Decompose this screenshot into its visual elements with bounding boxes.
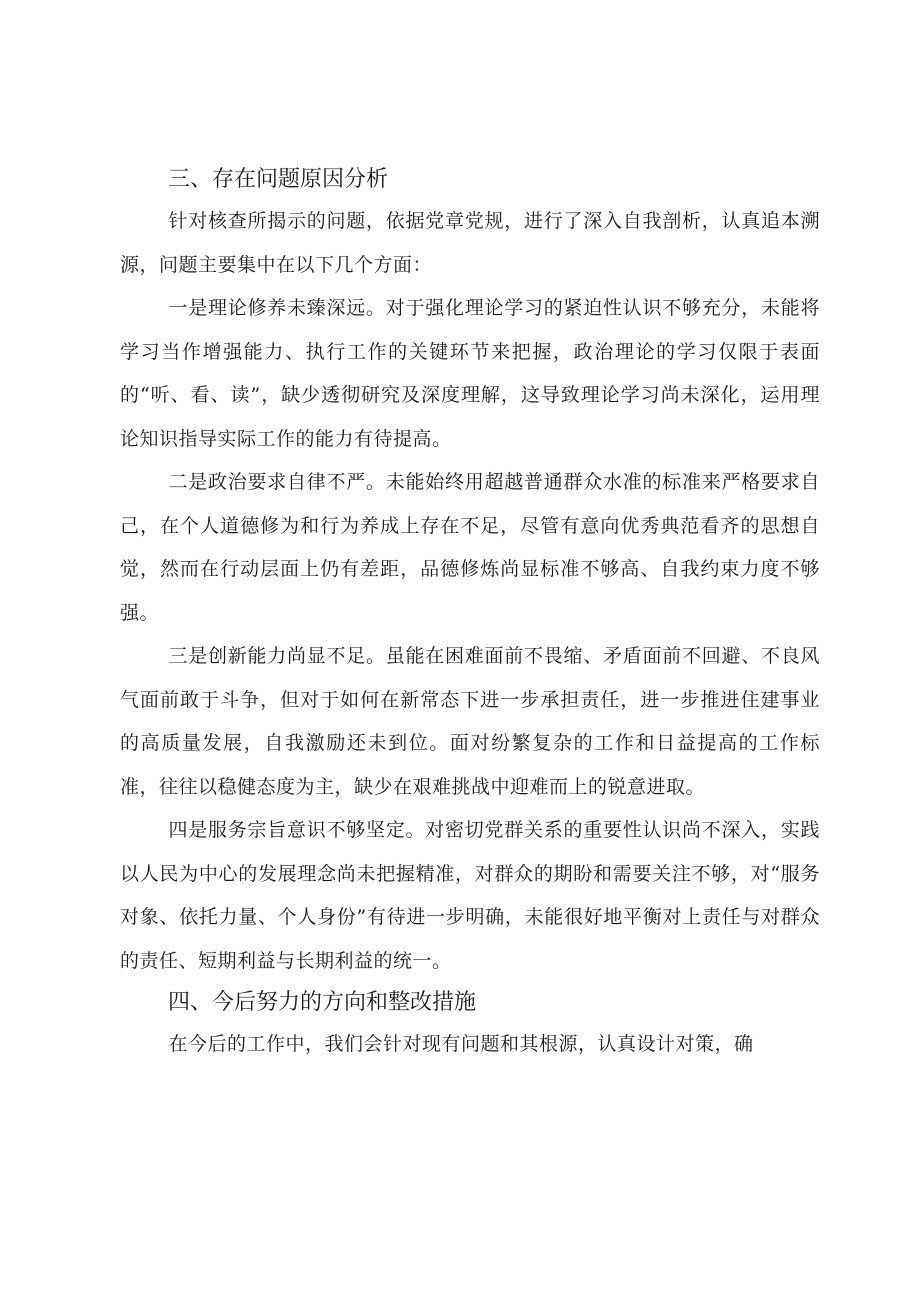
- service-purpose-paragraph: 四是服务宗旨意识不够坚定。对密切党群关系的重要性认识尚不深入，实践以人民为中心的发展理念尚未把握精准，对群众的期盼和需要关注不够，对“服务对象、依托力量、个人身份”有待进一步明确，未能很好地平衡对上责任与对群众的责任、短期利益与长期利益的统一。: [120, 819, 820, 972]
- section-3-heading: 三、存在问题原因分析: [168, 167, 389, 192]
- section-4-heading: 四、今后努力的方向和整改措施: [168, 990, 477, 1015]
- document-page: [120, 160, 820, 1067]
- political-discipline-paragraph: 二是政治要求自律不严。未能始终用超越普通群众水准的标准来严格要求自己，在个人道德修为和行为养成上存在不足，尽管有意向优秀典范看齐的思想自觉，然而在行动层面上仍有差距，品德修炼尚显标准不够高、自我约束力度不够强。: [120, 471, 820, 624]
- innovation-ability-paragraph: 三是创新能力尚显不足。虽能在困难面前不畏缩、矛盾面前不回避、不良风气面前敢于斗争，但对于如何在新常态下进一步承担责任，进一步推进住建事业的高质量发展，自我激励还未到位。面对纷繁复杂的工作和日益提高的工作标准，往往以稳健态度为主，缺少在艰难挑战中迎难而上的锐意进取。: [120, 645, 820, 798]
- theory-cultivation-paragraph: 一是理论修养未臻深远。对于强化理论学习的紧迫性认识不够充分，未能将学习当作增强能力、执行工作的关键环节来把握，政治理论的学习仅限于表面的“听、看、读”，缺少透彻研究及深度理解，这导致理论学习尚未深化，运用理论知识指导实际工作的能力有待提高。: [120, 297, 820, 450]
- section-4-intro-paragraph: 在今后的工作中，我们会针对现有问题和其根源，认真设计对策，确: [168, 1033, 754, 1055]
- section-3-intro-paragraph: 针对核查所揭示的问题，依据党章党规，进行了深入自我剖析，认真追本溯源，问题主要集中在以下几个方面：: [120, 210, 820, 276]
